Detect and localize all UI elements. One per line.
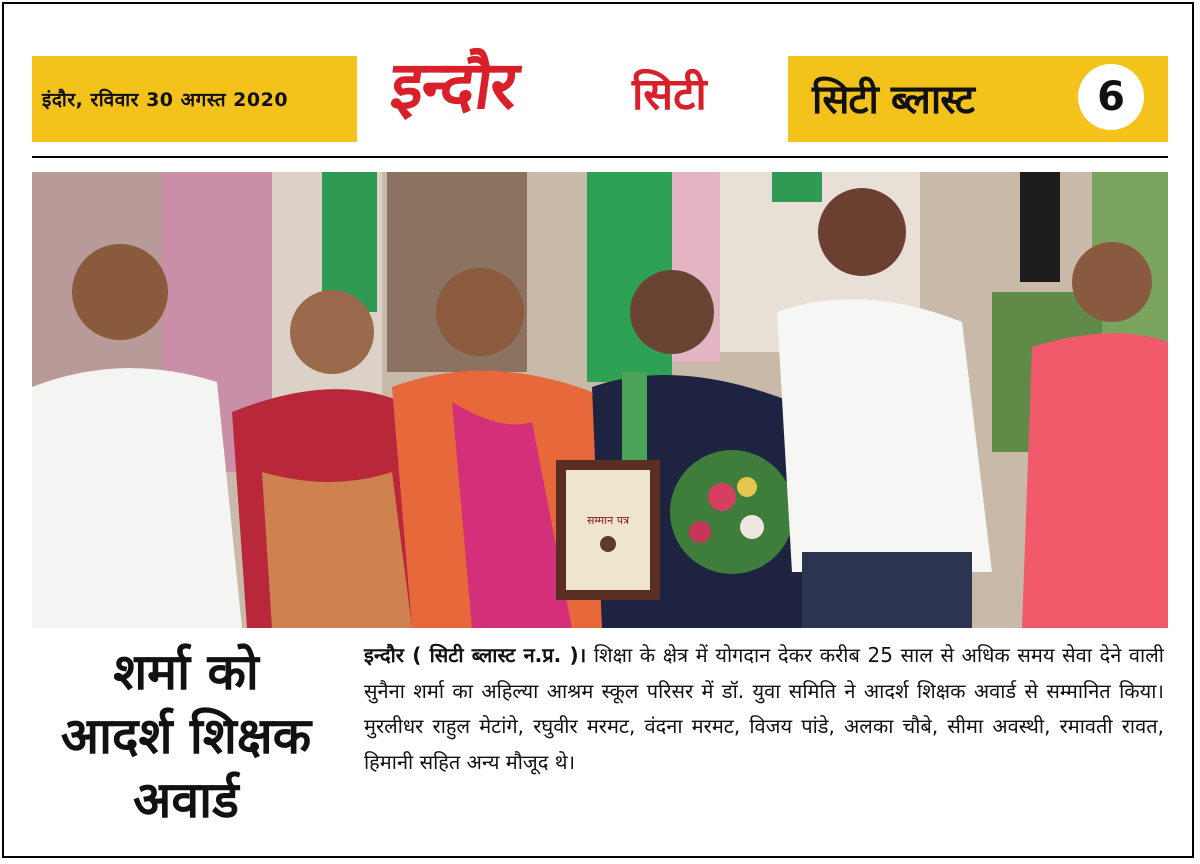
- award-plaque-title: सम्मान पत्र: [586, 514, 630, 527]
- newspaper-logo-sub: सिटी: [632, 69, 707, 120]
- news-photo: [32, 172, 1168, 628]
- edition-date: इंदौर, रविवार 30 अगस्त 2020: [42, 89, 289, 111]
- article-body: [364, 638, 1164, 780]
- headline-line-3: अवार्ड: [133, 771, 239, 829]
- headline-line-1: शर्मा को: [113, 643, 259, 701]
- masthead-rule: [32, 156, 1168, 158]
- newspaper-logo: इन्दौर: [386, 47, 521, 124]
- article-dateline: इन्दौर ( सिटी ब्लास्ट न.प्र. )।: [364, 643, 587, 667]
- article-headline: [36, 640, 336, 832]
- article-paragraph: शिक्षा के क्षेत्र में योगदान देकर करीब 25 साल से अधिक समय सेवा देने वाली सुनैना शर्मा का अहिल्या आश्रम स्कूल परिसर में डॉ. युवा समिति ने आदर्श शिक्षक अवार्ड से सम्मानित किया। मुरलीधर राहुल मेटांगे, रघुवीर मरमट, वंदना मरमट, विजय पांडे, अलका चौबे, सीमा अवस्थी, रमावती रावत, हिमानी सहित अन्य मौजूद थे।: [364, 643, 1164, 774]
- section-title: सिटी ब्लास्ट: [812, 77, 974, 123]
- headline-line-2: आदर्श शिक्षक: [60, 707, 312, 765]
- group-photo-illustration: [32, 172, 1168, 628]
- page-number: 6: [1078, 64, 1144, 130]
